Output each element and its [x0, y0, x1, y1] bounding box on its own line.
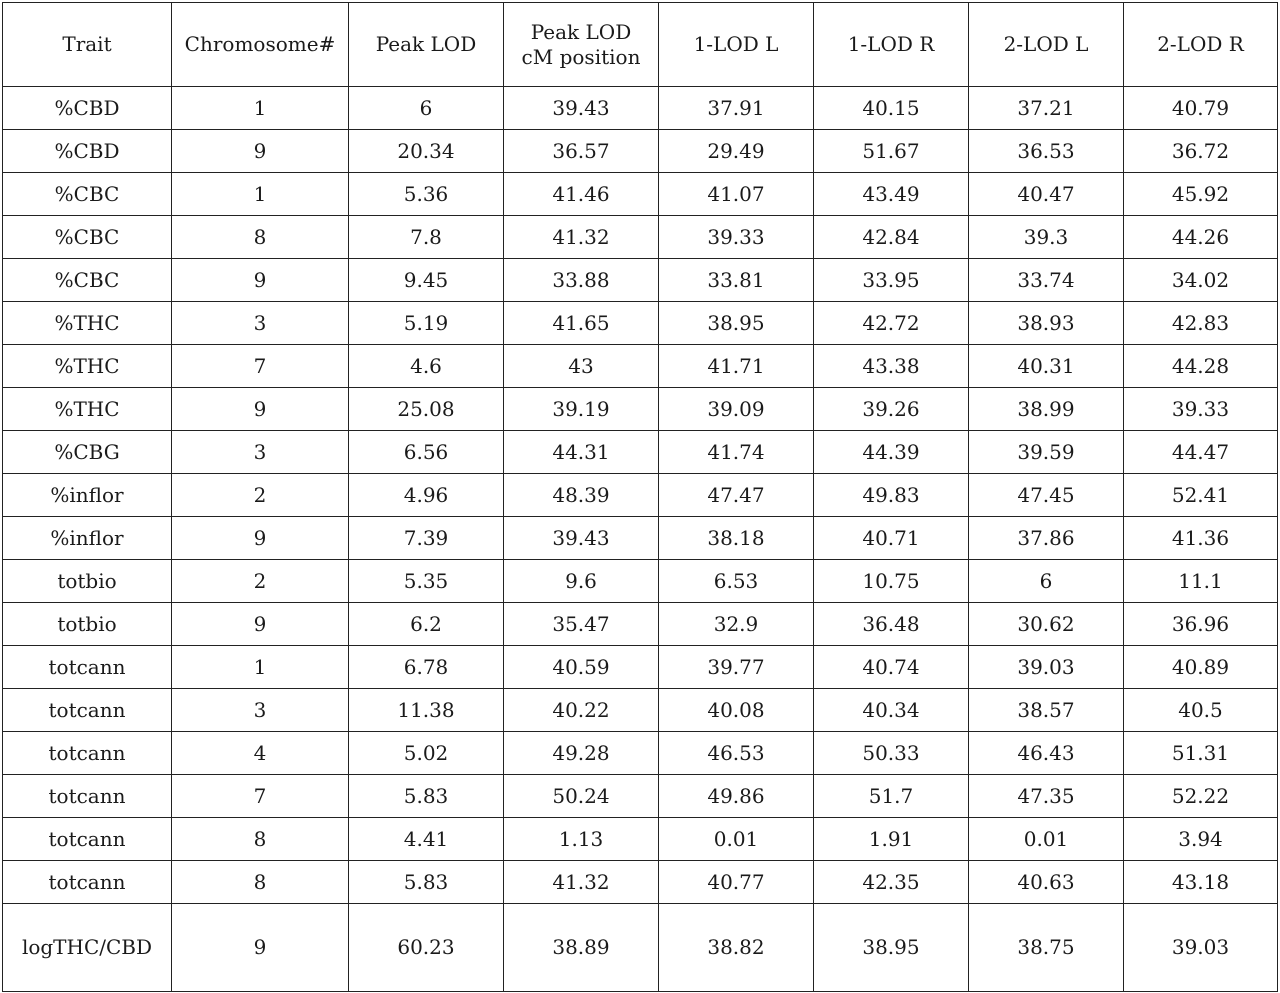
cell-lod1-r: 43.38 — [814, 345, 969, 388]
cell-lod1-l: 46.53 — [659, 732, 814, 775]
cell-peak-lod-position: 50.24 — [504, 775, 659, 818]
table-row — [3, 818, 1278, 861]
cell-peak-lod-position: 39.43 — [504, 517, 659, 560]
cell-peak-lod-position: 1.13 — [504, 818, 659, 861]
cell-peak-lod-position: 44.31 — [504, 431, 659, 474]
cell-chromosome: 2 — [172, 560, 349, 603]
cell-chromosome: 4 — [172, 732, 349, 775]
cell-trait: %THC — [3, 388, 172, 431]
cell-chromosome: 9 — [172, 517, 349, 560]
cell-chromosome: 8 — [172, 861, 349, 904]
cell-lod1-r: 42.84 — [814, 216, 969, 259]
cell-chromosome: 1 — [172, 87, 349, 130]
cell-lod1-r: 42.72 — [814, 302, 969, 345]
cell-lod1-l: 39.77 — [659, 646, 814, 689]
cell-peak-lod: 6.2 — [349, 603, 504, 646]
cell-trait: totbio — [3, 603, 172, 646]
cell-lod2-l: 47.35 — [969, 775, 1124, 818]
cell-lod1-r: 36.48 — [814, 603, 969, 646]
cell-peak-lod: 60.23 — [349, 904, 504, 992]
cell-peak-lod: 5.35 — [349, 560, 504, 603]
cell-lod2-r: 40.89 — [1124, 646, 1278, 689]
table-row — [3, 689, 1278, 732]
cell-peak-lod-position: 41.32 — [504, 216, 659, 259]
cell-lod2-r: 39.33 — [1124, 388, 1278, 431]
header-peak-lod-position: Peak LOD cM position — [504, 3, 659, 87]
cell-lod2-l: 36.53 — [969, 130, 1124, 173]
cell-peak-lod-position: 48.39 — [504, 474, 659, 517]
cell-lod2-r: 42.83 — [1124, 302, 1278, 345]
table-row — [3, 560, 1278, 603]
cell-chromosome: 3 — [172, 302, 349, 345]
cell-trait: totcann — [3, 732, 172, 775]
cell-lod2-l: 40.63 — [969, 861, 1124, 904]
cell-trait: %CBD — [3, 130, 172, 173]
cell-lod1-r: 40.74 — [814, 646, 969, 689]
cell-trait: totcann — [3, 818, 172, 861]
cell-peak-lod: 6.78 — [349, 646, 504, 689]
cell-lod1-l: 41.07 — [659, 173, 814, 216]
cell-lod1-l: 41.71 — [659, 345, 814, 388]
cell-lod1-r: 50.33 — [814, 732, 969, 775]
cell-lod1-r: 40.71 — [814, 517, 969, 560]
cell-chromosome: 2 — [172, 474, 349, 517]
cell-lod2-r: 41.36 — [1124, 517, 1278, 560]
cell-lod2-l: 39.59 — [969, 431, 1124, 474]
cell-chromosome: 8 — [172, 216, 349, 259]
cell-lod1-l: 38.18 — [659, 517, 814, 560]
cell-chromosome: 9 — [172, 603, 349, 646]
table-row — [3, 904, 1278, 992]
cell-chromosome: 3 — [172, 689, 349, 732]
cell-chromosome: 9 — [172, 259, 349, 302]
cell-lod2-r: 36.96 — [1124, 603, 1278, 646]
cell-lod2-r: 36.72 — [1124, 130, 1278, 173]
cell-trait: totcann — [3, 646, 172, 689]
cell-peak-lod-position: 40.22 — [504, 689, 659, 732]
header-chromosome: Chromosome# — [172, 3, 349, 87]
cell-trait: totbio — [3, 560, 172, 603]
cell-trait: %THC — [3, 302, 172, 345]
cell-lod1-r: 38.95 — [814, 904, 969, 992]
cell-peak-lod-position: 39.43 — [504, 87, 659, 130]
table-row — [3, 646, 1278, 689]
table-row — [3, 216, 1278, 259]
table-row — [3, 302, 1278, 345]
cell-lod1-l: 39.33 — [659, 216, 814, 259]
cell-trait: %inflor — [3, 474, 172, 517]
cell-peak-lod: 7.39 — [349, 517, 504, 560]
cell-lod1-r: 42.35 — [814, 861, 969, 904]
cell-lod1-r: 40.15 — [814, 87, 969, 130]
cell-lod2-l: 33.74 — [969, 259, 1124, 302]
cell-peak-lod-position: 35.47 — [504, 603, 659, 646]
cell-peak-lod: 20.34 — [349, 130, 504, 173]
table-row — [3, 130, 1278, 173]
cell-peak-lod: 5.83 — [349, 775, 504, 818]
cell-peak-lod-position: 39.19 — [504, 388, 659, 431]
cell-lod1-r: 10.75 — [814, 560, 969, 603]
cell-chromosome: 7 — [172, 775, 349, 818]
cell-lod1-l: 38.95 — [659, 302, 814, 345]
table-row — [3, 474, 1278, 517]
cell-lod1-l: 40.08 — [659, 689, 814, 732]
cell-trait: %THC — [3, 345, 172, 388]
table-row — [3, 259, 1278, 302]
table-header — [3, 3, 1278, 87]
cell-lod2-l: 38.99 — [969, 388, 1124, 431]
cell-lod2-l: 40.31 — [969, 345, 1124, 388]
header-2-lod-r: 2-LOD R — [1124, 3, 1278, 87]
cell-lod2-r: 34.02 — [1124, 259, 1278, 302]
cell-trait: totcann — [3, 775, 172, 818]
cell-lod2-r: 52.22 — [1124, 775, 1278, 818]
cell-lod1-l: 38.82 — [659, 904, 814, 992]
cell-chromosome: 8 — [172, 818, 349, 861]
cell-peak-lod: 5.02 — [349, 732, 504, 775]
cell-peak-lod-position: 9.6 — [504, 560, 659, 603]
cell-peak-lod: 5.36 — [349, 173, 504, 216]
header-row — [3, 3, 1278, 87]
cell-peak-lod-position: 38.89 — [504, 904, 659, 992]
table-row — [3, 517, 1278, 560]
cell-lod2-l: 39.3 — [969, 216, 1124, 259]
cell-lod1-l: 39.09 — [659, 388, 814, 431]
cell-lod2-r: 3.94 — [1124, 818, 1278, 861]
cell-lod2-r: 44.47 — [1124, 431, 1278, 474]
cell-peak-lod: 5.83 — [349, 861, 504, 904]
cell-lod1-r: 33.95 — [814, 259, 969, 302]
cell-lod2-l: 38.57 — [969, 689, 1124, 732]
cell-trait: %CBG — [3, 431, 172, 474]
cell-lod1-l: 29.49 — [659, 130, 814, 173]
header-2-lod-l: 2-LOD L — [969, 3, 1124, 87]
cell-lod2-l: 47.45 — [969, 474, 1124, 517]
cell-lod1-l: 32.9 — [659, 603, 814, 646]
cell-trait: totcann — [3, 861, 172, 904]
cell-peak-lod-position: 40.59 — [504, 646, 659, 689]
cell-peak-lod: 11.38 — [349, 689, 504, 732]
cell-lod2-l: 37.86 — [969, 517, 1124, 560]
cell-peak-lod: 6 — [349, 87, 504, 130]
cell-chromosome: 1 — [172, 646, 349, 689]
cell-lod1-r: 51.67 — [814, 130, 969, 173]
cell-peak-lod: 6.56 — [349, 431, 504, 474]
cell-trait: %CBC — [3, 173, 172, 216]
cell-lod1-l: 37.91 — [659, 87, 814, 130]
cell-lod2-l: 0.01 — [969, 818, 1124, 861]
cell-peak-lod: 4.6 — [349, 345, 504, 388]
cell-lod2-l: 39.03 — [969, 646, 1124, 689]
table-body — [3, 87, 1278, 992]
cell-lod1-r: 39.26 — [814, 388, 969, 431]
cell-peak-lod-position: 41.46 — [504, 173, 659, 216]
table-row — [3, 431, 1278, 474]
cell-lod1-r: 40.34 — [814, 689, 969, 732]
cell-lod2-r: 39.03 — [1124, 904, 1278, 992]
cell-lod2-r: 40.5 — [1124, 689, 1278, 732]
cell-chromosome: 9 — [172, 130, 349, 173]
cell-lod2-l: 46.43 — [969, 732, 1124, 775]
cell-lod1-l: 49.86 — [659, 775, 814, 818]
cell-trait: totcann — [3, 689, 172, 732]
cell-lod1-r: 1.91 — [814, 818, 969, 861]
table-row — [3, 861, 1278, 904]
table-row — [3, 603, 1278, 646]
cell-peak-lod: 4.41 — [349, 818, 504, 861]
cell-lod2-l: 6 — [969, 560, 1124, 603]
header-trait: Trait — [3, 3, 172, 87]
cell-peak-lod-position: 43 — [504, 345, 659, 388]
cell-peak-lod-position: 49.28 — [504, 732, 659, 775]
cell-trait: %CBC — [3, 216, 172, 259]
cell-lod1-l: 47.47 — [659, 474, 814, 517]
cell-lod1-l: 0.01 — [659, 818, 814, 861]
cell-lod2-r: 51.31 — [1124, 732, 1278, 775]
cell-trait: %CBC — [3, 259, 172, 302]
header-1-lod-l: 1-LOD L — [659, 3, 814, 87]
cell-lod2-r: 40.79 — [1124, 87, 1278, 130]
cell-chromosome: 7 — [172, 345, 349, 388]
cell-lod1-l: 6.53 — [659, 560, 814, 603]
cell-lod2-r: 52.41 — [1124, 474, 1278, 517]
cell-peak-lod: 4.96 — [349, 474, 504, 517]
cell-lod2-r: 44.28 — [1124, 345, 1278, 388]
cell-peak-lod: 9.45 — [349, 259, 504, 302]
cell-lod2-l: 38.75 — [969, 904, 1124, 992]
cell-trait: logTHC/CBD — [3, 904, 172, 992]
cell-lod2-r: 43.18 — [1124, 861, 1278, 904]
cell-chromosome: 3 — [172, 431, 349, 474]
cell-peak-lod-position: 36.57 — [504, 130, 659, 173]
header-peak-lod: Peak LOD — [349, 3, 504, 87]
cell-lod2-r: 44.26 — [1124, 216, 1278, 259]
table-row — [3, 173, 1278, 216]
cell-peak-lod: 5.19 — [349, 302, 504, 345]
cell-lod2-l: 37.21 — [969, 87, 1124, 130]
cell-lod1-r: 49.83 — [814, 474, 969, 517]
cell-trait: %inflor — [3, 517, 172, 560]
cell-chromosome: 9 — [172, 388, 349, 431]
cell-lod2-l: 30.62 — [969, 603, 1124, 646]
cell-lod2-l: 38.93 — [969, 302, 1124, 345]
qtl-table-container — [2, 2, 1277, 989]
cell-peak-lod-position: 41.32 — [504, 861, 659, 904]
cell-chromosome: 1 — [172, 173, 349, 216]
cell-peak-lod: 25.08 — [349, 388, 504, 431]
cell-lod1-r: 51.7 — [814, 775, 969, 818]
cell-lod2-r: 11.1 — [1124, 560, 1278, 603]
qtl-table — [2, 2, 1278, 992]
cell-lod1-l: 40.77 — [659, 861, 814, 904]
table-row — [3, 732, 1278, 775]
cell-lod1-l: 33.81 — [659, 259, 814, 302]
table-row — [3, 87, 1278, 130]
table-row — [3, 388, 1278, 431]
cell-peak-lod: 7.8 — [349, 216, 504, 259]
cell-lod1-r: 44.39 — [814, 431, 969, 474]
cell-lod2-r: 45.92 — [1124, 173, 1278, 216]
cell-lod1-r: 43.49 — [814, 173, 969, 216]
cell-lod1-l: 41.74 — [659, 431, 814, 474]
cell-trait: %CBD — [3, 87, 172, 130]
cell-peak-lod-position: 41.65 — [504, 302, 659, 345]
header-1-lod-r: 1-LOD R — [814, 3, 969, 87]
cell-chromosome: 9 — [172, 904, 349, 992]
table-row — [3, 345, 1278, 388]
table-row — [3, 775, 1278, 818]
cell-peak-lod-position: 33.88 — [504, 259, 659, 302]
cell-lod2-l: 40.47 — [969, 173, 1124, 216]
